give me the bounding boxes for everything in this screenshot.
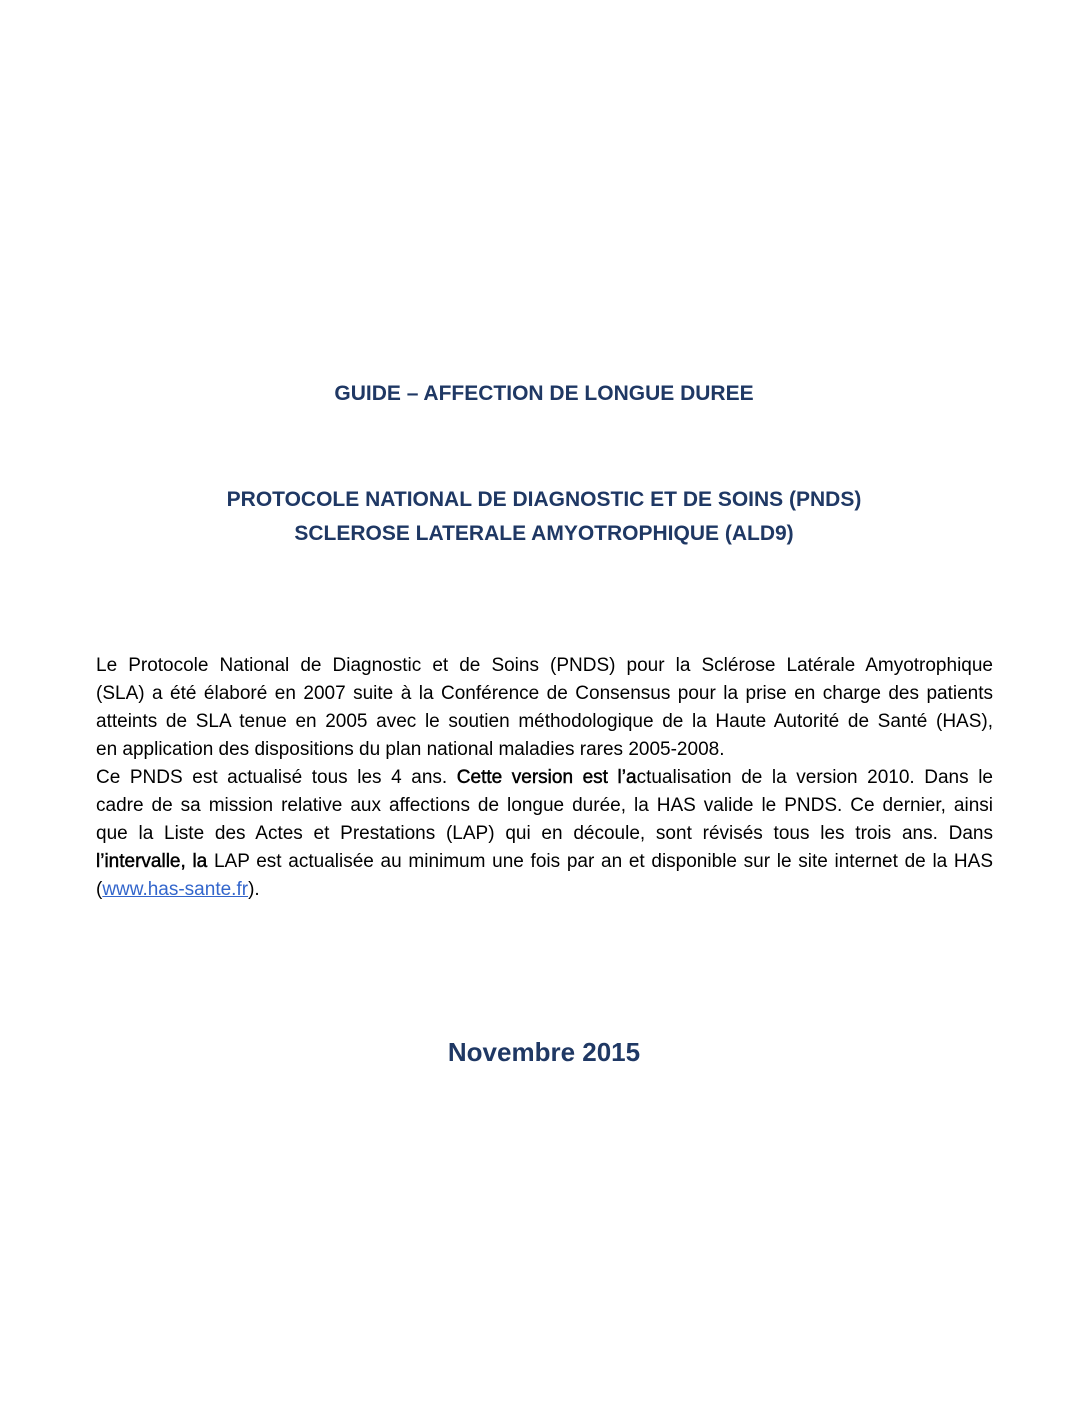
document-title-line1: PROTOCOLE NATIONAL DE DIAGNOSTIC ET DE SOINS (PNDS) [226,488,862,511]
text-run: atteints de SLA tenue en 2005 avec le soutien méthodologique de la Haute Autorité de Santé (HAS), [96,711,993,732]
body-line [96,876,993,904]
document-kicker: GUIDE – AFFECTION DE LONGUE DUREE [334,382,754,405]
text-run: que la Liste des Actes et Prestations (LAP) qui en découle, sont révisés tous les trois ans. Dans [96,823,993,844]
body-line [96,820,993,848]
has-sante-link[interactable]: www.has-sante.fr [102,879,249,900]
body-line [96,736,993,764]
text-run: en application des dispositions du plan national maladies rares 2005-2008. [96,739,725,760]
text-run: LAP est actualisée au minimum une fois par an et disponible sur le site internet de la HAS [207,851,993,872]
body-line [96,708,993,736]
text-run: (SLA) a été élaboré en 2007 suite à la Conférence de Consensus pour la prise en charge des patients [96,683,993,704]
body-line [96,792,993,820]
text-run: Le Protocole National de Diagnostic et de Soins (PNDS) pour la Sclérose Latérale Amyotrophique [96,655,993,676]
text-run: ( [96,879,103,900]
document-title-line2: SCLEROSE LATERALE AMYOTROPHIQUE (ALD9) [294,522,794,545]
document-title [0,483,1088,551]
body-line [96,680,993,708]
text-run: ). [248,879,260,900]
text-run: cadre de sa mission relative aux affections de longue durée, la HAS valide le PNDS. Ce dernier, ainsi [96,795,993,816]
document-date: Novembre 2015 [447,1037,641,1067]
text-run: ctualisation de la version 2010. Dans le [636,767,993,788]
body-line [96,764,993,792]
text-run: Cette version est l’a [456,767,637,788]
text-run: Ce PNDS est actualisé tous les 4 ans. [96,767,457,788]
text-run: l’intervalle, la [96,851,208,872]
body-line [96,652,993,680]
document-body [96,652,993,904]
body-line [96,848,993,876]
